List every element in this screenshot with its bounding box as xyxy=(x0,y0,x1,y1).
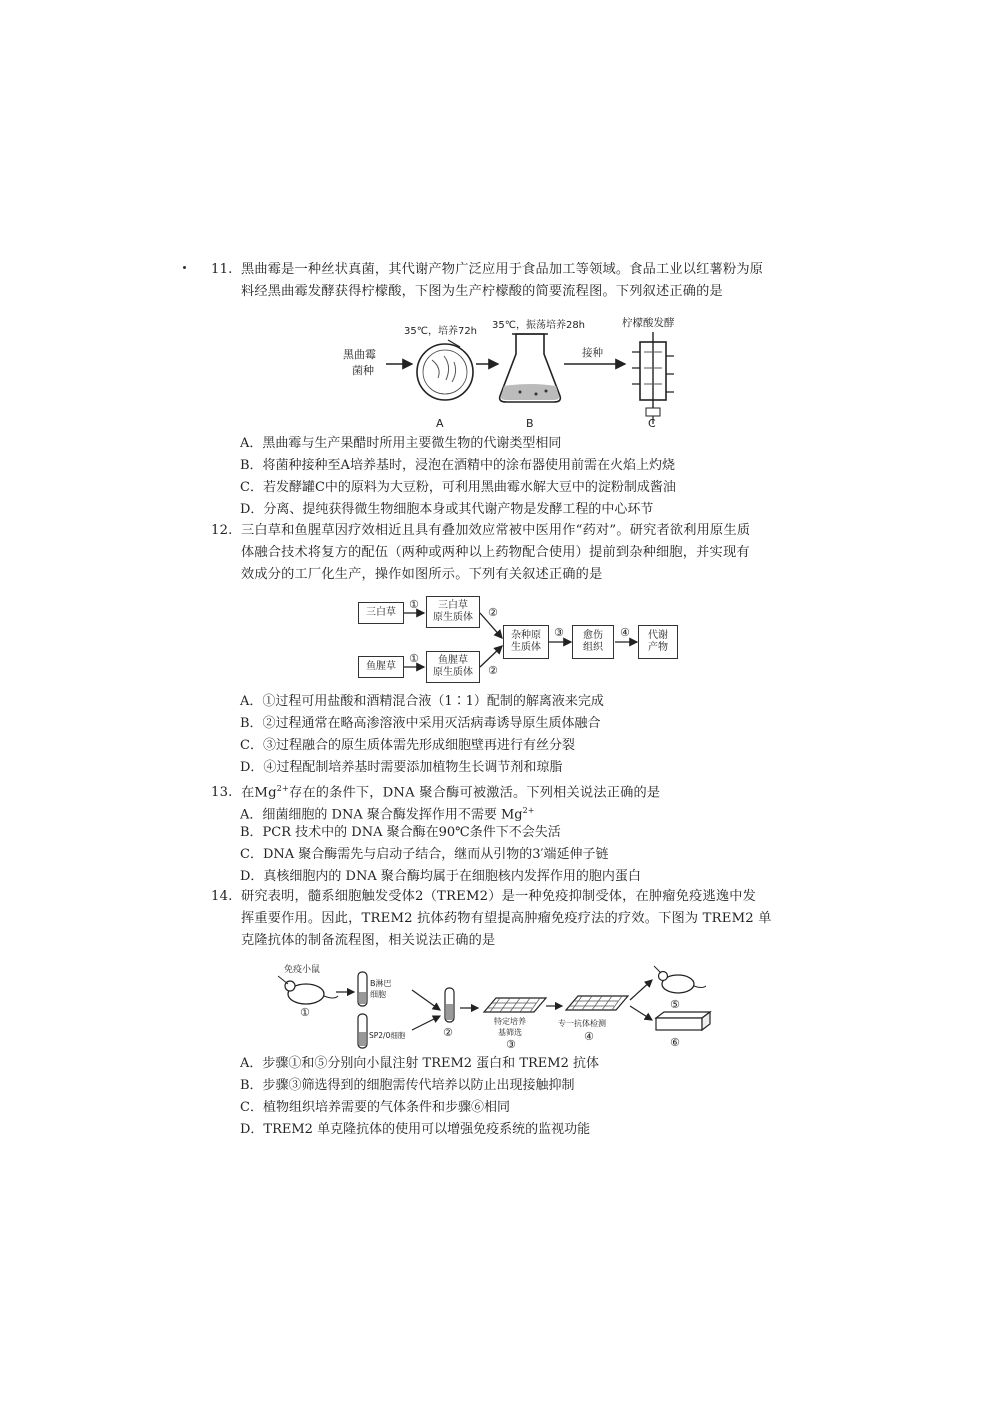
test-tube-icon xyxy=(358,972,367,1048)
question-12 xyxy=(211,520,811,586)
margin-dot xyxy=(183,266,186,269)
box-label: 鱼腥草 xyxy=(366,661,396,672)
box-label: 组织 xyxy=(583,642,603,653)
option-b: B．步骤③筛选得到的细胞需传代培养以防止出现接触抑制 xyxy=(240,1078,575,1093)
plant-box-sanbaicao xyxy=(358,602,404,624)
step-label: ④ xyxy=(620,626,630,639)
option-d: D．④过程配制培养基时需要添加植物生长调节剂和琼脂 xyxy=(240,760,563,775)
step-label: ② xyxy=(488,664,498,677)
b-cell-label: 细胞 xyxy=(370,990,386,999)
question-stem: 存在的条件下，DNA 聚合酶可被激活。下列相关说法正确的是 xyxy=(288,785,661,801)
step-label: ② xyxy=(443,1026,453,1039)
option-c: C．植物组织培养需要的气体条件和步骤⑥相同 xyxy=(240,1100,510,1115)
step-label: ④ xyxy=(584,1030,594,1043)
option-c: C．DNA 聚合酶需先与启动子结合，继而从引物的3′端延伸子链 xyxy=(240,847,609,862)
question-14 xyxy=(211,886,811,952)
question-stem: 黑曲霉是一种丝状真菌，其代谢产物广泛应用于食品加工等领域。食品工业以红薯粉为原 xyxy=(241,262,764,277)
step-label: ③ xyxy=(554,626,564,639)
option-a: A．步骤①和⑤分别向小鼠注射 TREM2 蛋白和 TREM2 抗体 xyxy=(240,1056,599,1071)
callus-box xyxy=(572,625,614,659)
option-b: B．②过程通常在略高渗溶液中采用灭活病毒诱导原生质体融合 xyxy=(240,716,601,731)
mouse-icon xyxy=(654,966,706,993)
step-a-condition: 35℃，培养72h xyxy=(404,326,478,337)
q14-figure xyxy=(270,960,720,1052)
box-label: 鱼腥草 xyxy=(438,655,468,666)
superscript: 2+ xyxy=(522,806,535,815)
mouse-icon xyxy=(278,976,338,1004)
label-c: C xyxy=(648,417,656,430)
option-c: C．③过程融合的原生质体需先形成细胞壁再进行有丝分裂 xyxy=(240,738,575,753)
screen-label: 专一抗体检测 xyxy=(558,1019,606,1028)
option-d: D．TREM2 单克隆抗体的使用可以增强免疫系统的监视功能 xyxy=(240,1122,591,1137)
question-number: 13. xyxy=(211,785,233,801)
question-stem: 研究表明，髓系细胞触发受体2（TREM2）是一种免疫抑制受体，在肿瘤免疫逃逸中发 xyxy=(241,889,757,904)
strain-label: 菌种 xyxy=(352,364,374,377)
question-number: 14. xyxy=(211,889,233,904)
selective-label: 基筛选 xyxy=(498,1028,522,1037)
step-label: ① xyxy=(409,598,419,611)
culture-plate-icon xyxy=(484,998,546,1012)
plant-box-yuxingcao xyxy=(358,656,404,678)
option-a: A．黑曲霉与生产果醋时所用主要微生物的代谢类型相同 xyxy=(240,436,562,451)
box-label: 代谢 xyxy=(648,630,668,641)
option-d: D．分离、提纯获得微生物细胞本身或其代谢产物是发酵工程的中心环节 xyxy=(240,502,654,517)
superscript: 2+ xyxy=(276,784,289,793)
petri-dish-icon xyxy=(417,340,473,400)
option-a: A．①过程可用盐酸和酒精混合液（1∶1）配制的解离液来完成 xyxy=(240,694,604,709)
flask-icon xyxy=(500,334,561,402)
option-b: B．将菌种接种至A培养基时，浸泡在酒精中的涂布器使用前需在火焰上灼烧 xyxy=(240,458,675,473)
box-label: 原生质体 xyxy=(433,667,473,678)
option-c: C．若发酵罐C中的原料为大豆粉，可利用黑曲霉水解大豆中的淀粉制成酱油 xyxy=(240,480,676,495)
step-label: ⑤ xyxy=(670,998,680,1011)
step-c-title: 柠檬酸发酵 xyxy=(622,317,675,329)
question-stem: 克隆抗体的制备流程图，相关说法正确的是 xyxy=(241,933,496,948)
protoplast-box-2 xyxy=(426,651,480,683)
option-text: A．细菌细胞的 DNA 聚合酶发挥作用不需要 Mg xyxy=(240,807,523,823)
fermenter-icon xyxy=(632,332,674,424)
label-a: A xyxy=(436,417,444,430)
box-label: 三白草 xyxy=(366,607,396,618)
q11-figure xyxy=(340,312,700,434)
option-b: B．PCR 技术中的 DNA 聚合酶在90℃条件下不会失活 xyxy=(240,825,561,840)
b-cell-label: B淋巴 xyxy=(370,979,392,988)
step-label: ① xyxy=(409,652,419,665)
step-b-condition: 35℃，振荡培养28h xyxy=(492,320,586,331)
question-number: 11. xyxy=(211,262,233,277)
arrow-label: 接种 xyxy=(582,347,603,359)
option-d: D．真核细胞内的 DNA 聚合酶均属于在细胞核内发挥作用的胞内蛋白 xyxy=(240,869,641,884)
box-label: 产物 xyxy=(648,642,668,653)
label-b: B xyxy=(526,417,534,430)
box-label: 三白草 xyxy=(438,600,468,611)
mouse-label: 免疫小鼠 xyxy=(284,965,321,975)
question-stem: 三白草和鱼腥草因疗效相近且具有叠加效应常被中医用作“药对”。研究者欲利用原生质 xyxy=(241,523,751,538)
question-11 xyxy=(211,259,811,303)
box-label: 生质体 xyxy=(511,642,541,653)
question-stem: 在Mg xyxy=(241,785,277,801)
question-stem: 体融合技术将复方的配伍（两种或两种以上药物配合使用）提前到杂种细胞，并实现有 xyxy=(241,545,750,560)
strain-label: 黑曲霉 xyxy=(343,348,376,361)
hybrid-protoplast-box xyxy=(503,625,549,659)
question-stem: 效成分的工厂化生产，操作如图所示。下列有关叙述正确的是 xyxy=(241,567,603,582)
step-label: ⑥ xyxy=(670,1036,680,1049)
question-number: 12. xyxy=(211,523,233,538)
question-stem: 料经黑曲霉发酵获得柠檬酸，下图为生产柠檬酸的简要流程图。下列叙述正确的是 xyxy=(241,284,723,299)
step-label: ① xyxy=(300,1006,310,1019)
sp2-label: SP2/0细胞 xyxy=(369,1031,406,1040)
step-label: ② xyxy=(488,606,498,619)
question-stem: 挥重要作用。因此，TREM2 抗体药物有望提高肿瘤免疫疗法的疗效。下图为 TREM2 单 xyxy=(241,911,772,926)
box-label: 愈伤 xyxy=(583,630,603,641)
box-label: 杂种原 xyxy=(511,630,541,641)
detection-plate-icon xyxy=(566,996,628,1010)
box-label: 原生质体 xyxy=(433,612,473,623)
step-label: ③ xyxy=(506,1038,516,1051)
fusion-tube-icon xyxy=(445,988,454,1022)
culture-flask-icon xyxy=(656,1012,710,1030)
product-box xyxy=(638,625,678,659)
selective-label: 特定培养 xyxy=(494,1017,526,1026)
protoplast-box-1 xyxy=(426,596,480,628)
